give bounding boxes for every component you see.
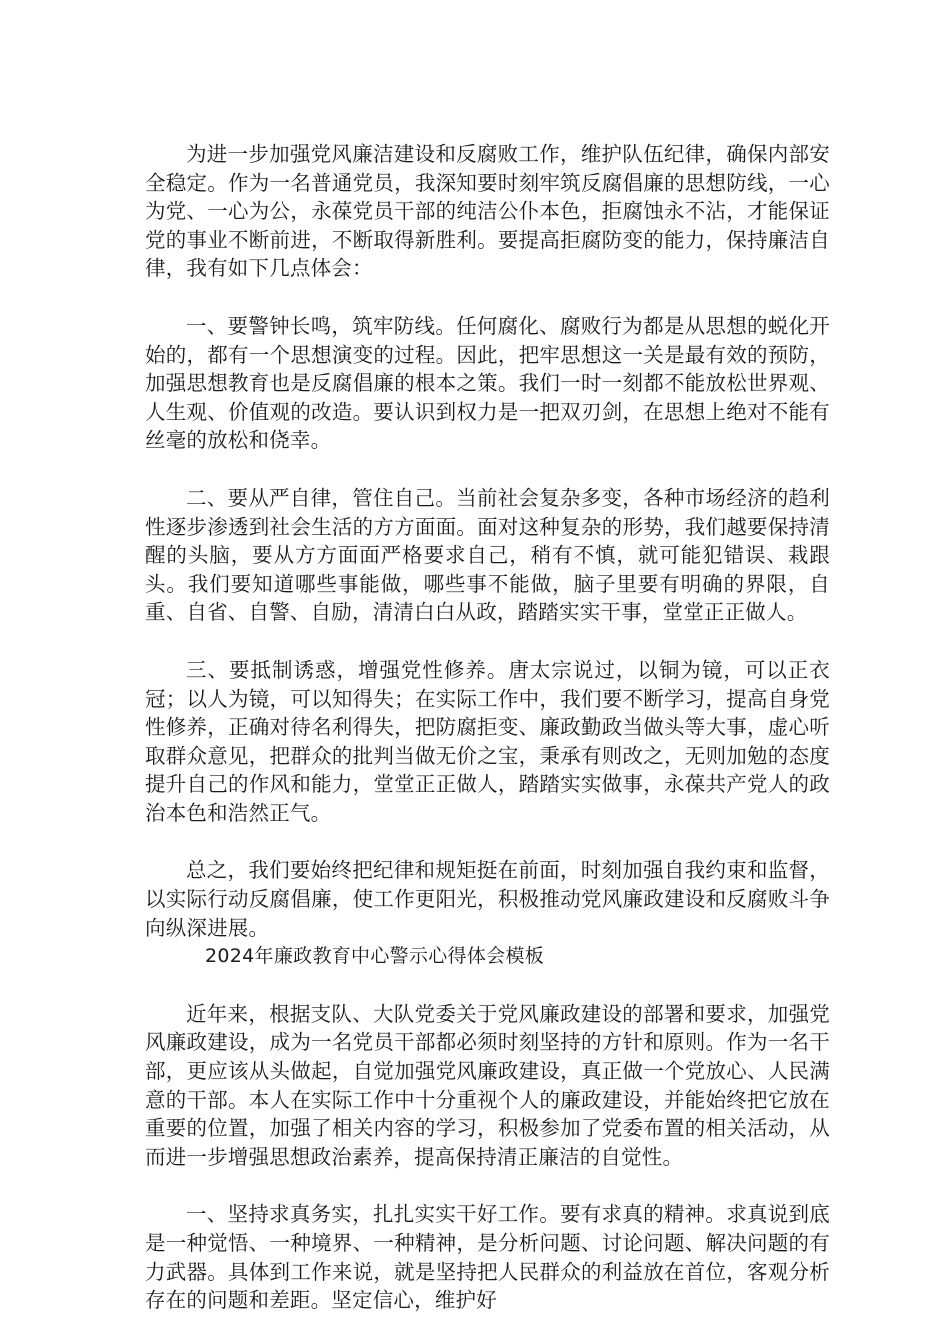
point-two-paragraph: 二、要从严自律，管住自己。当前社会复杂多变，各种市场经济的趋利性逐步渗透到社会生活的方方面面。面对这种复杂的形势，我们越要保持清醒的头脑，要从方方面面严格要求自己，稍有不慎，就可能犯错误、栽跟头。我们要知道哪些事能做，哪些事不能做，脑子里要有明确的界限，自重、自省、自警、自励，清清白白从政，踏踏实实干事，堂堂正正做人。 (145, 485, 830, 625)
point-three-paragraph: 三、要抵制诱惑，增强党性修养。唐太宗说过，以铜为镜，可以正衣冠；以人为镜，可以知得失；在实际工作中，我们要不断学习，提高自身党性修养，正确对待名利得失，把防腐拒变、廉政勤政当做头等大事，虚心听取群众意见，把群众的批判当做无价之宝，秉承有则改之，无则加勉的态度提升自己的作风和能力，堂堂正正做人，踏踏实实做事，永葆共产党人的政治本色和浩然正气。 (145, 657, 830, 825)
second-intro-paragraph: 近年来，根据支队、大队党委关于党风廉政建设的部署和要求，加强党风廉政建设，成为一名党员干部都必须时刻坚持的方针和原则。作为一名干部，更应该从头做起，自觉加强党风廉政建设，真正做一个党放心、人民满意的干部。本人在实际工作中十分重视个人的廉政建设，并能始终把它放在重要的位置，加强了相关内容的学习，积极参加了党委布置的相关活动，从而进一步增强思想政治素养，提高保持清正廉洁的自觉性。 (145, 1001, 830, 1169)
conclusion-paragraph: 总之，我们要始终把纪律和规矩挺在前面，时刻加强自我约束和监督，以实际行动反腐倡廉，使工作更阳光，积极推动党风廉政建设和反腐败斗争向纵深进展。 (145, 858, 830, 940)
intro-paragraph: 为进一步加强党风廉洁建设和反腐败工作，维护队伍纪律，确保内部安全稳定。作为一名普通党员，我深知要时刻牢筑反腐倡廉的思想防线，一心为党、一心为公，永葆党员干部的纯洁公仆本色，拒腐蚀永不沾，才能保证党的事业不断前进，不断取得新胜利。要提高拒腐防变的能力，保持廉洁自律，我有如下几点体会： (145, 142, 830, 281)
second-point-one-paragraph: 一、坚持求真务实，扎扎实实干好工作。要有求真的精神。求真说到底是一种觉悟、一种境界、一种精神，是分析问题、讨论问题、解决问题的有力武器。具体到工作来说，就是坚持把人民群众的利益放在首位，客观分析存在的问题和差距。坚定信心，维护好 (145, 1202, 830, 1313)
document-page (145, 140, 830, 1344)
section-heading: 2024年廉政教育中心警示心得体会模板 (205, 945, 545, 968)
point-one-paragraph: 一、要警钟长鸣，筑牢防线。任何腐化、腐败行为都是从思想的蜕化开始的，都有一个思想演变的过程。因此，把牢思想这一关是最有效的预防，加强思想教育也是反腐倡廉的根本之策。我们一时一刻都不能放松世界观、人生观、价值观的改造。要认识到权力是一把双刃剑，在思想上绝对不能有丝毫的放松和侥幸。 (145, 313, 830, 453)
